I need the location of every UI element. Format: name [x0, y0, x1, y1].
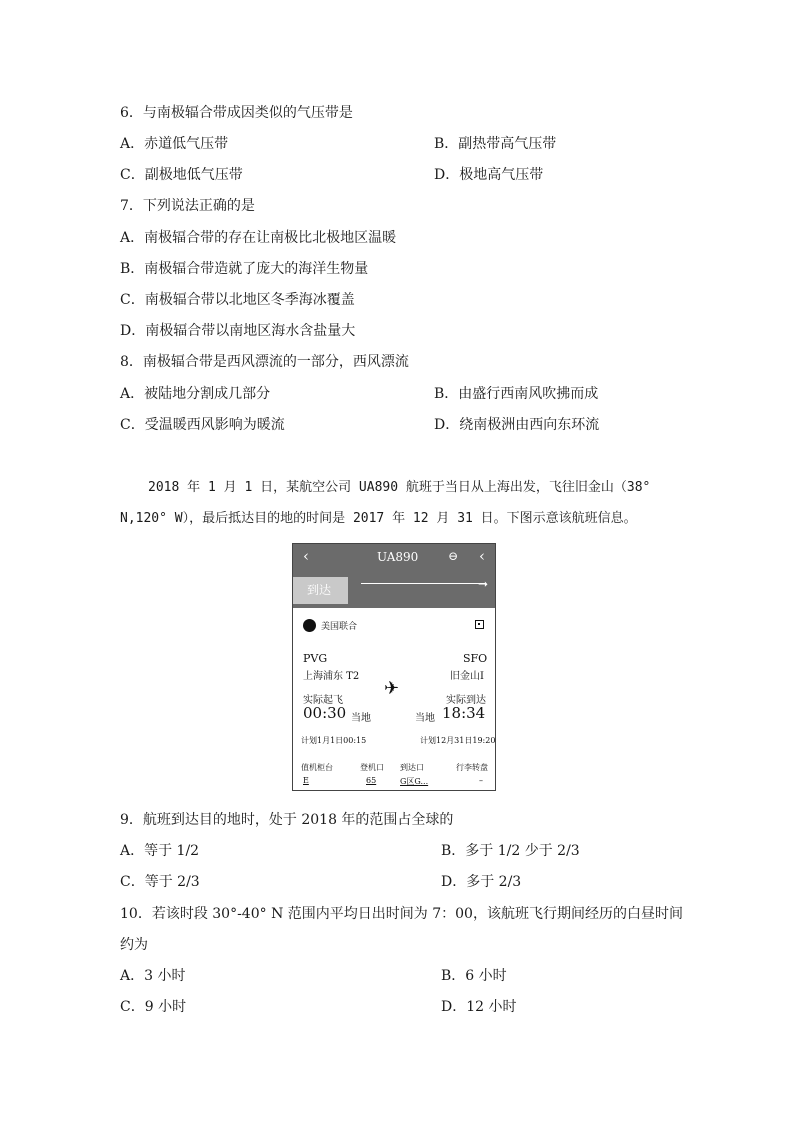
- q8-option-d: D．绕南极洲由西向东环流: [434, 417, 600, 433]
- departure-plan: 计划1月1日00:15: [301, 736, 367, 745]
- q10-stem-line-2: 约为: [120, 937, 148, 953]
- departure-time: 00:30: [303, 704, 347, 722]
- passage-line-1: 2018 年 1 月 1 日，某航空公司 UA890 航班于当日从上海出发，飞往旧金山（38°: [148, 480, 651, 495]
- origin-code: PVG: [303, 652, 328, 665]
- airline-name: 美国联合: [321, 622, 358, 632]
- checkin-counter-value: E: [303, 776, 309, 785]
- share-icon: ‹: [479, 547, 485, 565]
- back-icon: ‹: [303, 547, 309, 565]
- q8-stem: 8．南极辐合带是西风漂流的一部分，西风漂流: [120, 354, 409, 370]
- flight-info-card: [292, 543, 496, 791]
- baggage-carousel-label: 行李转盘: [456, 763, 488, 772]
- airline-logo-icon: [303, 619, 316, 632]
- q10-option-c: C．9 小时: [120, 999, 187, 1015]
- more-icon: ⊖: [448, 549, 459, 563]
- boarding-gate-label: 登机口: [360, 763, 384, 772]
- departure-local-label: 当地: [351, 713, 371, 724]
- q7-option-a: A．南极辐合带的存在让南极比北极地区温暖: [120, 230, 397, 246]
- arrival-line: [361, 583, 485, 584]
- checkin-counter-label: 值机柜台: [301, 763, 333, 772]
- q6-option-d: D．极地高气压带: [434, 167, 544, 183]
- arrival-gate-value: G区G...: [400, 777, 429, 786]
- q9-option-a: A．等于 1/2: [120, 843, 200, 859]
- q6-stem: 6．与南极辐合带成因类似的气压带是: [120, 105, 353, 121]
- q7-option-b: B．南极辐合带造就了庞大的海洋生物量: [120, 261, 369, 277]
- baggage-carousel-value: –: [479, 776, 483, 785]
- origin-name: 上海浦东 T2: [303, 671, 360, 682]
- arrival-time: 18:34: [442, 704, 486, 722]
- q10-stem-line-1: 10．若该时段 30°-40° N 范围内平均日出时间为 7：00，该航班飞行期间经历的白昼时间: [120, 906, 683, 922]
- q9-option-d: D．多于 2/3: [441, 874, 522, 890]
- q7-option-d: D．南极辐合带以南地区海水含盐量大: [120, 323, 356, 339]
- destination-name: 旧金山I: [450, 671, 484, 682]
- arrival-plan: 计划12月31日19:20: [420, 736, 496, 745]
- q6-option-a: A．赤道低气压带: [120, 136, 229, 152]
- passage-line-2: N,120° W），最后抵达目的地的时间是 2017 年 12 月 31 日。下图示意该航班信息。: [120, 511, 637, 526]
- q8-option-c: C．受温暖西风影响为暖流: [120, 417, 285, 433]
- q9-option-b: B．多于 1/2 少于 2/3: [441, 843, 580, 859]
- q10-option-a: A．3 小时: [120, 968, 186, 984]
- boarding-gate-value: 65: [366, 776, 377, 785]
- q8-option-b: B．由盛行西南风吹拂而成: [434, 386, 599, 402]
- departure-label: 实际起飞: [303, 695, 343, 706]
- arrival-gate-label: 到达口: [400, 763, 424, 772]
- flight-card-header: [293, 544, 495, 608]
- arrow-right-icon: ➝: [478, 577, 489, 591]
- airplane-icon: ✈: [384, 678, 400, 699]
- q8-option-a: A．被陆地分割成几部分: [120, 386, 271, 402]
- q7-stem: 7．下列说法正确的是: [120, 198, 255, 214]
- flight-number-title: UA890: [377, 550, 419, 564]
- q9-option-c: C．等于 2/3: [120, 874, 200, 890]
- arrival-tab: 到达: [293, 577, 348, 604]
- arrival-label: 实际到达: [446, 695, 486, 706]
- q6-option-b: B．副热带高气压带: [434, 136, 557, 152]
- qr-icon: [475, 620, 484, 629]
- q6-option-c: C．副极地低气压带: [120, 167, 243, 183]
- q10-option-b: B．6 小时: [441, 968, 507, 984]
- q9-stem: 9．航班到达目的地时，处于 2018 年的范围占全球的: [120, 812, 454, 828]
- arrival-local-label: 当地: [415, 713, 435, 724]
- q10-option-d: D．12 小时: [441, 999, 517, 1015]
- destination-code: SFO: [463, 652, 488, 665]
- q7-option-c: C．南极辐合带以北地区冬季海冰覆盖: [120, 292, 355, 308]
